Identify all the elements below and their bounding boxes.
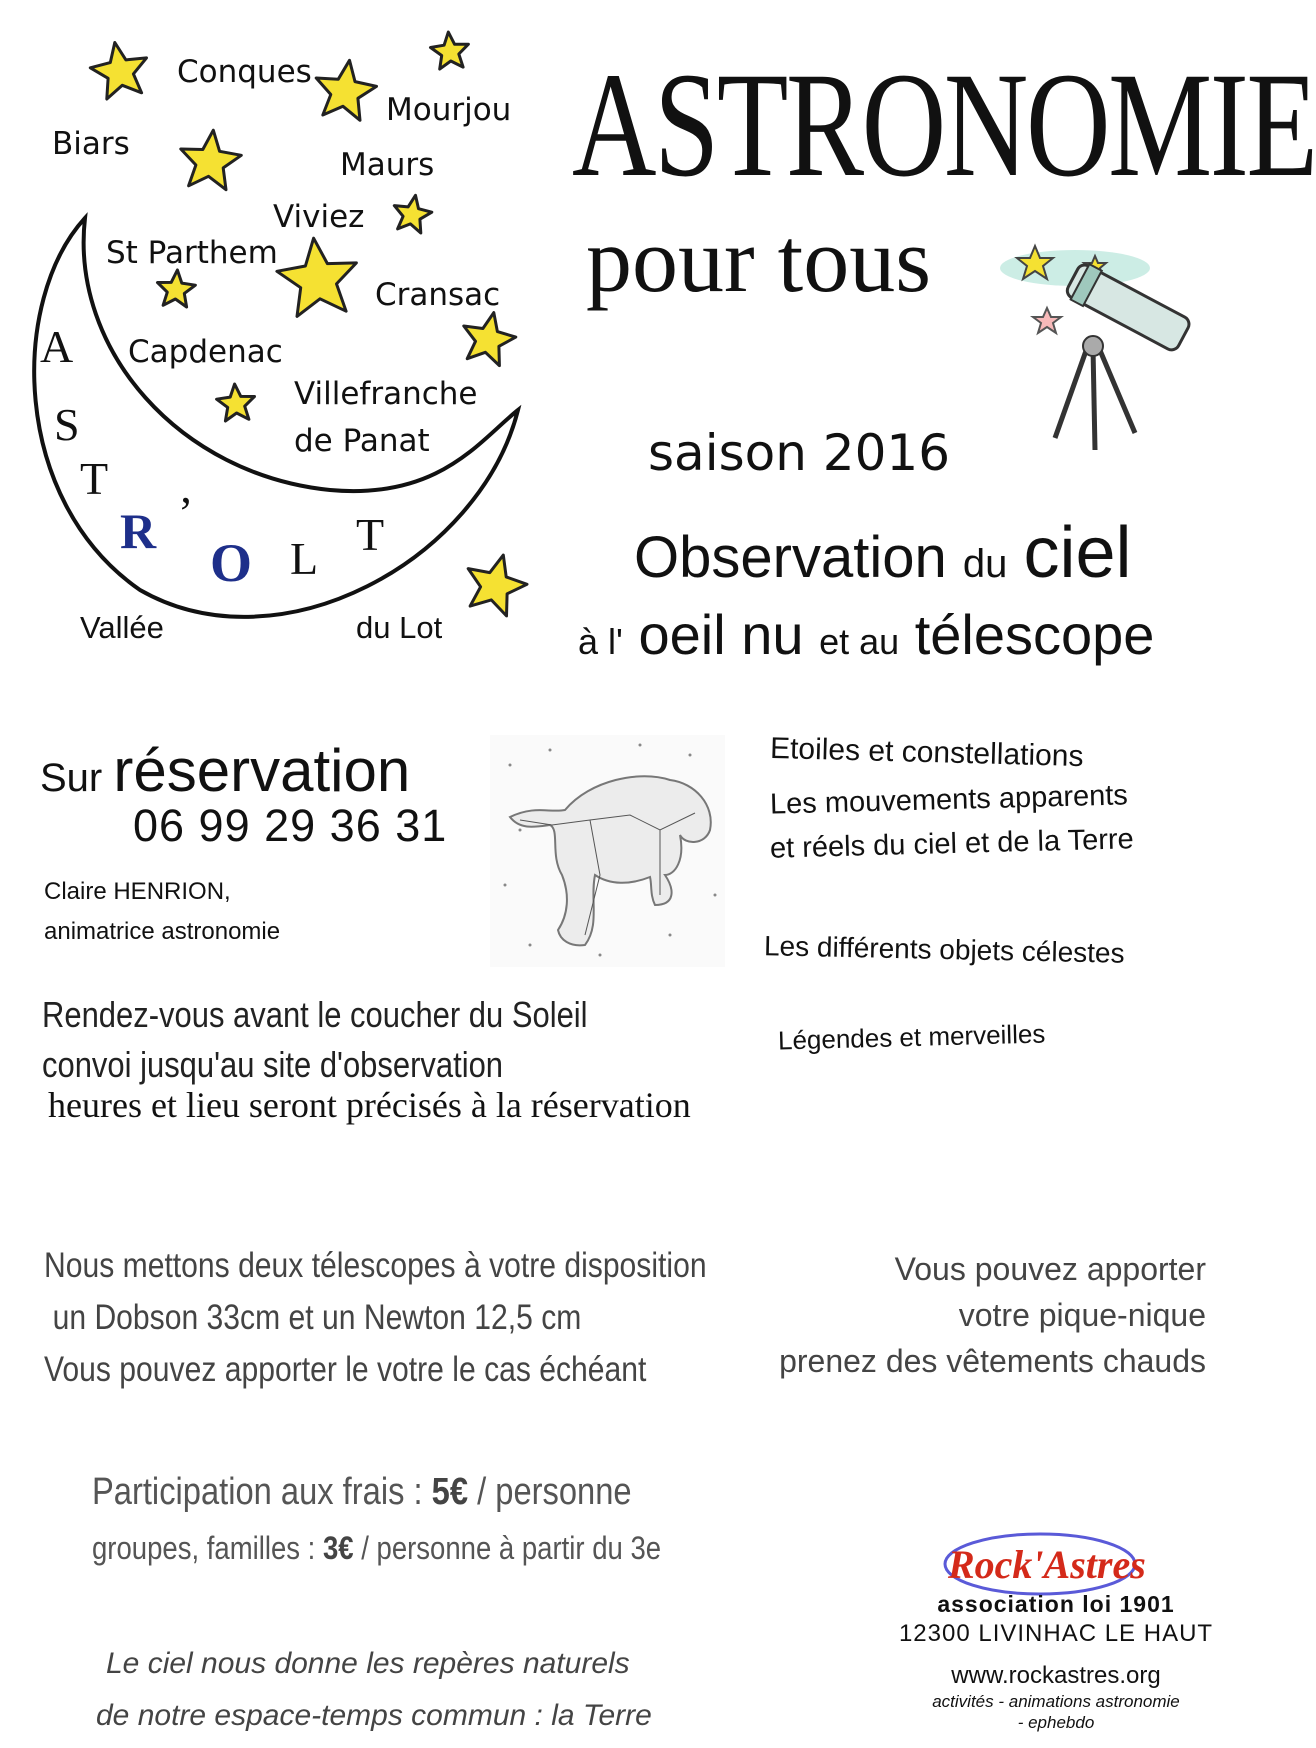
fees-line-2-text: groupes, familles : [92,1530,323,1566]
topic-movements-2: et réels du ciel et de la Terre [769,823,1135,865]
town-capdenac: Capdenac [128,334,283,370]
logo-star-icon [181,130,242,190]
logo-letter-o: O [210,533,253,593]
fees-line-1-end: / personne [468,1471,632,1513]
town-mourjou: Mourjou [386,92,512,128]
rockastres-brand: Rock'Astres [948,1542,1146,1587]
town-conques: Conques [177,54,312,90]
logo-letter-t1: T [80,453,109,504]
logo-letter-r: R [120,503,157,559]
association-info [896,1590,1216,1733]
eye-word-telescope: télescope [914,603,1155,666]
meeting-line-1: Rendez-vous avant le coucher du Soleil [42,994,588,1035]
bring-line-1: Vous pouvez apporter [894,1251,1206,1287]
association-line-1: association loi 1901 [937,1591,1175,1617]
observation-subheading [578,602,1154,667]
town-st-parthem: St Parthem [106,235,278,271]
town-biars: Biars [52,126,130,162]
town-viviez: Viviez [273,199,365,235]
town-du-lot: du Lot [356,610,443,645]
telescopes-line-1: Nous mettons deux télescopes à votre disposition [44,1246,707,1285]
fees-line-2-price: 3€ [322,1530,354,1566]
page-title: ASTRONOMIE [572,42,1316,208]
quote-line-2: de notre espace-temps commun : la Terre [96,1699,652,1732]
contact-block [44,872,280,952]
logo-letter-a: A [40,321,74,372]
logo-letter-l: L [290,533,319,584]
quote-line-1: Le ciel nous donne les repères naturels [106,1647,630,1680]
topic-movements-1: Les mouvements apparents [769,779,1129,821]
logo-star-icon [394,195,432,233]
fees-line-1 [92,1464,661,1520]
observation-heading [634,512,1132,594]
logo-letter-s: S [54,399,80,450]
fees-line-1-price: 5€ [431,1471,469,1513]
town-cransac: Cransac [375,277,501,313]
phone-number[interactable]: 06 99 29 36 31 [133,800,448,851]
logo-star-icon [277,238,357,316]
logo-star-icon [158,270,196,307]
season-label: saison 2016 [648,424,951,482]
eye-word-a-l: à l' [578,621,623,662]
reservation-heading [40,736,410,805]
meeting-line-3: heures et lieu seront précisés à la réservation [48,1085,691,1125]
logo-star-icon [90,43,146,100]
logo-star-icon [217,384,255,421]
town-vallee: Vallée [80,610,164,645]
obs-word-observation: Observation [634,525,947,590]
reservation-prefix: Sur [40,756,103,800]
telescopes-line-3: Vous pouvez apporter le votre le cas échéant [44,1350,647,1389]
closing-quote [96,1638,652,1742]
fees-line-1-text: Participation aux frais : [92,1471,432,1513]
telescopes-info [44,1240,707,1396]
town-de-panat: de Panat [294,423,430,459]
eye-word-et-au: et au [819,621,900,662]
ursa-major-illustration [490,735,725,967]
reservation-word: réservation [113,737,411,804]
contact-role: animatrice astronomie [44,918,281,945]
obs-word-ciel: ciel [1023,513,1132,593]
topic-stars-constellations: Etoiles et constellations [769,731,1084,774]
bring-info [779,1246,1206,1384]
fees-line-2 [92,1520,661,1576]
logo-apostrophe: ’ [178,487,194,538]
association-website[interactable]: www.rockastres.org [951,1661,1161,1689]
town-maurs: Maurs [340,147,435,183]
fees-info [92,1464,661,1576]
logo-letter-t2: T [356,509,385,560]
meeting-line-2: convoi jusqu'au site d'observation [42,1044,504,1085]
topic-legends: Légendes et merveilles [777,1018,1046,1056]
obs-word-du: du [962,542,1008,586]
town-villefranche: Villefranche [294,376,478,412]
eye-word-oeil-nu: oeil nu [638,603,804,666]
fees-line-2-end: / personne à partir du 3e [353,1530,662,1566]
contact-name: Claire HENRION, [44,878,231,905]
bring-line-3: prenez des vêtements chauds [779,1343,1206,1379]
telescope-icon [995,228,1190,453]
logo-star-icon [464,313,516,366]
logo-star-icon [468,555,527,616]
telescopes-line-2: un Dobson 33cm et un Newton 12,5 cm [52,1298,582,1337]
bring-line-2: votre pique-nique [958,1297,1206,1333]
association-ephebdo: - ephebdo [1017,1713,1095,1732]
logo-star-icon [316,60,376,120]
page-subtitle: pour tous [586,209,931,311]
logo-star-icon [431,32,469,69]
meeting-info [42,990,588,1090]
association-line-2: 12300 LIVINHAC LE HAUT [898,1619,1214,1647]
association-activities: activités - animations astronomie [932,1691,1180,1711]
topic-celestial-objects: Les différents objets célestes [763,930,1125,969]
